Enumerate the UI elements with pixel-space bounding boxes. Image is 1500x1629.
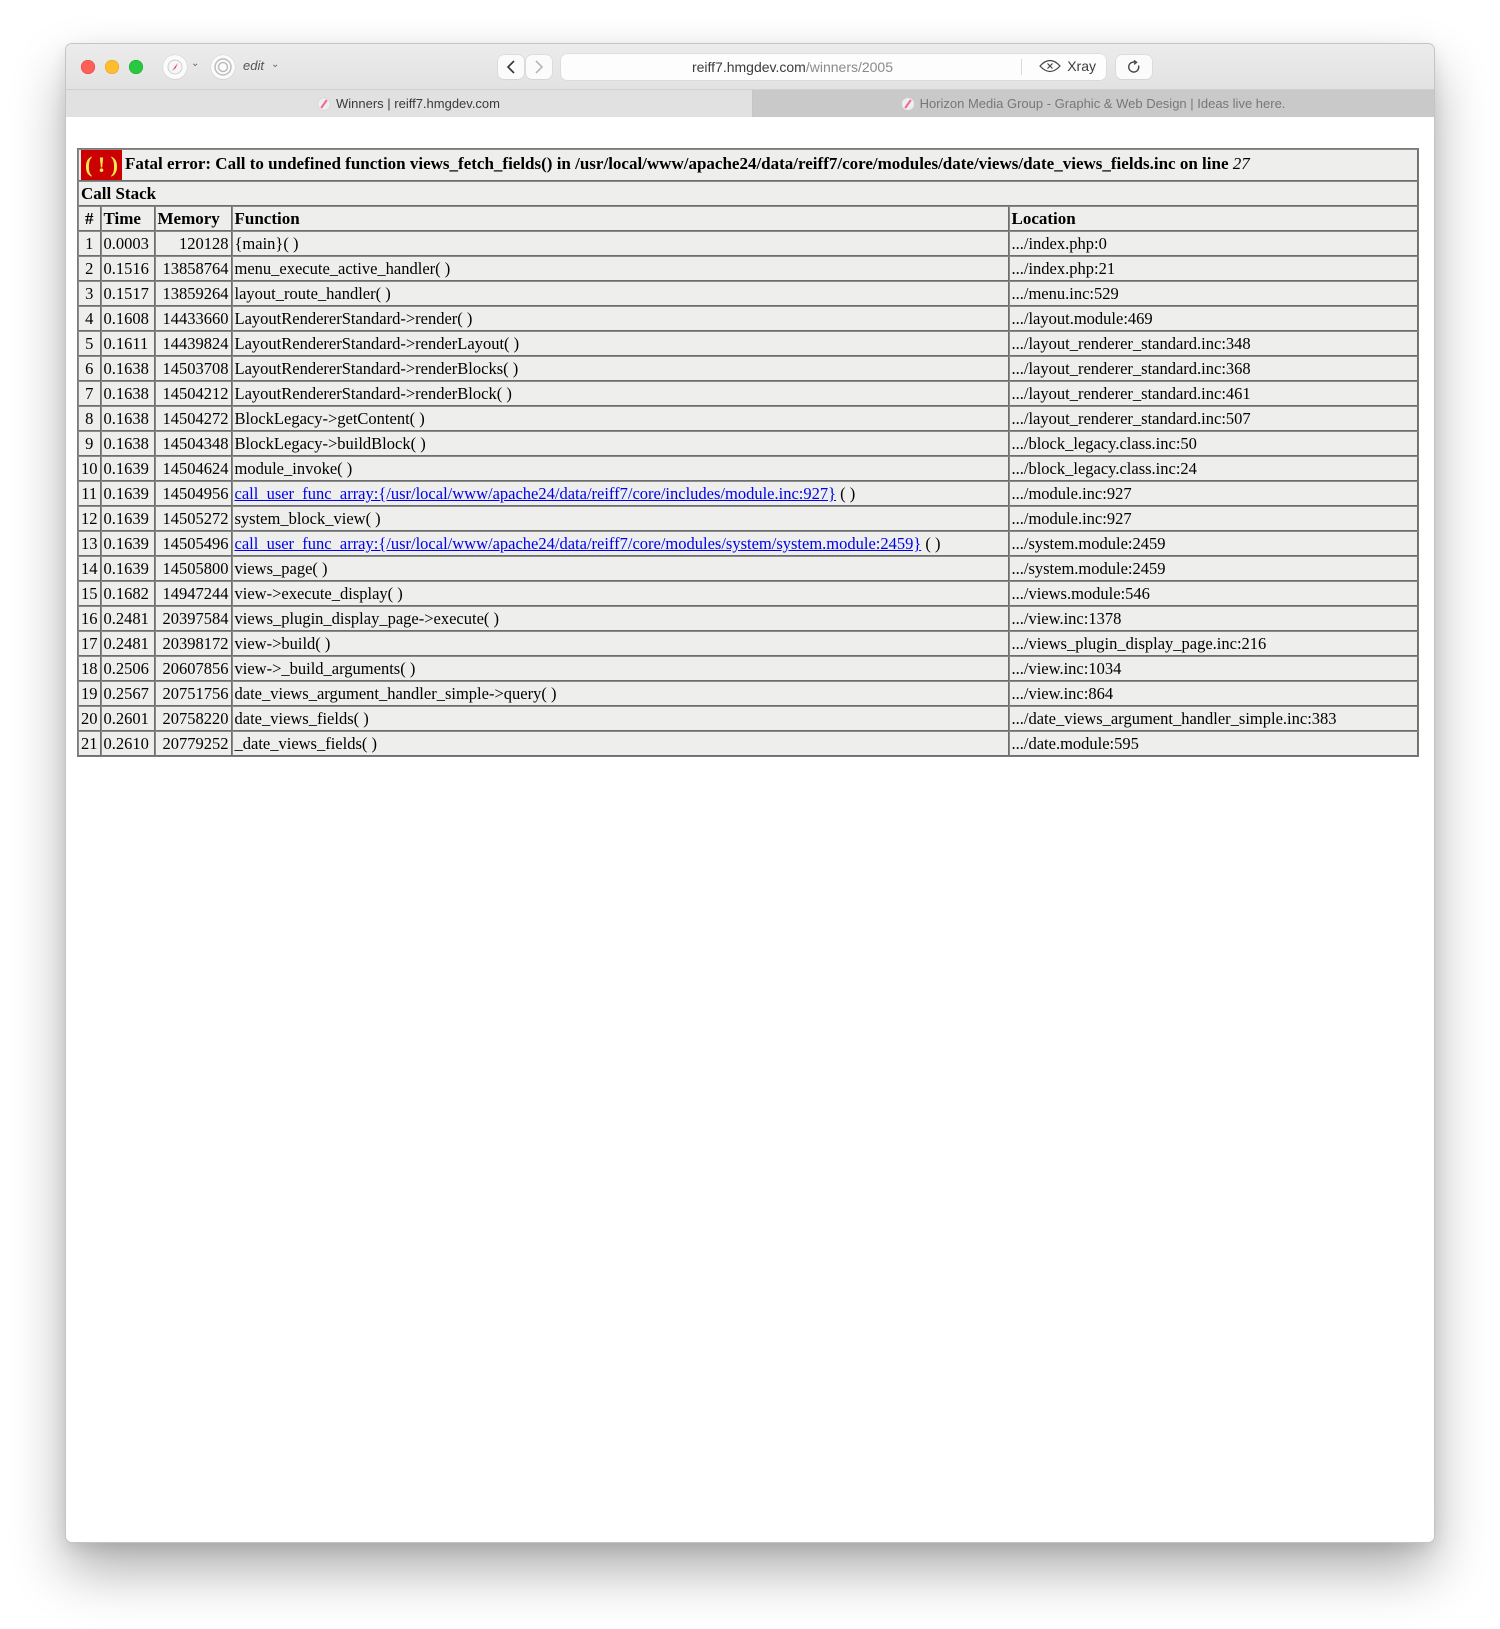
fatal-error-message: ( ! ) Fatal error: Call to undefined function views_fetch_fields() in /usr/local/www/apache24/data/reiff7/core/modules/date/views/date_views_fields.inc on line 27 xyxy=(78,149,1418,181)
call-stack-title-row xyxy=(78,181,1418,206)
table-row xyxy=(78,506,1418,531)
cell-location: .../views_plugin_display_page.inc:216 xyxy=(1009,631,1419,656)
col-header-function: Function xyxy=(232,206,1009,231)
forward-button[interactable] xyxy=(526,55,552,79)
cell-function: LayoutRendererStandard->renderBlocks( ) xyxy=(232,356,1009,381)
cell-location: .../module.inc:927 xyxy=(1009,506,1419,531)
cell-function: menu_execute_active_handler( ) xyxy=(232,256,1009,281)
cell-memory: 14433660 xyxy=(155,306,232,331)
xray-button[interactable] xyxy=(1039,58,1096,74)
cell-num: 8 xyxy=(78,406,101,431)
table-row xyxy=(78,731,1418,756)
cell-time: 0.2481 xyxy=(101,606,155,631)
cell-time: 0.2610 xyxy=(101,731,155,756)
browser-toolbar xyxy=(66,44,1434,89)
cell-time: 0.1682 xyxy=(101,581,155,606)
cell-num: 6 xyxy=(78,356,101,381)
cell-memory: 14505800 xyxy=(155,556,232,581)
function-suffix: ( ) xyxy=(921,534,941,553)
cell-function: BlockLegacy->getContent( ) xyxy=(232,406,1009,431)
cell-time: 0.1639 xyxy=(101,556,155,581)
tab-winners[interactable] xyxy=(66,90,753,117)
chevron-down-icon[interactable]: ⌄ xyxy=(191,58,200,69)
cell-memory: 20751756 xyxy=(155,681,232,706)
address-bar[interactable] xyxy=(561,54,1106,80)
cell-memory: 20779252 xyxy=(155,731,232,756)
col-header-memory: Memory xyxy=(155,206,232,231)
cell-function: view->_build_arguments( ) xyxy=(232,656,1009,681)
reload-icon xyxy=(1127,60,1141,74)
cell-num: 10 xyxy=(78,456,101,481)
call-stack-header xyxy=(78,206,1418,231)
url-path: /winners/2005 xyxy=(805,59,894,75)
cell-function: system_block_view( ) xyxy=(232,506,1009,531)
cell-num: 18 xyxy=(78,656,101,681)
cell-function xyxy=(232,481,1009,506)
function-link[interactable]: call_user_func_array:{/usr/local/www/apache24/data/reiff7/core/modules/system/system.module:2459} xyxy=(234,534,922,553)
table-row xyxy=(78,381,1418,406)
table-row xyxy=(78,631,1418,656)
cell-time: 0.1517 xyxy=(101,281,155,306)
table-row xyxy=(78,356,1418,381)
error-icon: ( ! ) xyxy=(81,150,122,180)
cell-num: 21 xyxy=(78,731,101,756)
cell-function: date_views_argument_handler_simple->query( ) xyxy=(232,681,1009,706)
cell-num: 13 xyxy=(78,531,101,556)
cell-time: 0.1638 xyxy=(101,356,155,381)
cell-location: .../layout_renderer_standard.inc:368 xyxy=(1009,356,1419,381)
cell-location: .../date.module:595 xyxy=(1009,731,1419,756)
call-stack-title: Call Stack xyxy=(78,181,1418,206)
cell-memory: 14504212 xyxy=(155,381,232,406)
profile-menu[interactable]: edit xyxy=(243,58,264,73)
function-suffix: ( ) xyxy=(836,484,856,503)
cell-num: 3 xyxy=(78,281,101,306)
call-stack-rows xyxy=(78,231,1418,756)
cell-location: .../module.inc:927 xyxy=(1009,481,1419,506)
table-row xyxy=(78,306,1418,331)
cell-memory: 14504348 xyxy=(155,431,232,456)
cell-location: .../index.php:0 xyxy=(1009,231,1419,256)
cell-function: date_views_fields( ) xyxy=(232,706,1009,731)
chevron-down-icon[interactable]: ⌄ xyxy=(271,59,280,70)
cell-time: 0.1639 xyxy=(101,481,155,506)
cell-num: 11 xyxy=(78,481,101,506)
compass-icon[interactable] xyxy=(163,55,187,79)
table-row xyxy=(78,431,1418,456)
table-row xyxy=(78,281,1418,306)
fatal-error-row xyxy=(78,149,1418,181)
cell-memory: 20397584 xyxy=(155,606,232,631)
browser-window xyxy=(66,44,1434,1542)
col-header-num: # xyxy=(78,206,101,231)
cell-memory: 20398172 xyxy=(155,631,232,656)
cell-memory: 14947244 xyxy=(155,581,232,606)
cell-time: 0.1639 xyxy=(101,506,155,531)
table-row xyxy=(78,606,1418,631)
back-button[interactable] xyxy=(498,55,524,79)
cell-num: 12 xyxy=(78,506,101,531)
table-row xyxy=(78,456,1418,481)
cell-location: .../layout_renderer_standard.inc:507 xyxy=(1009,406,1419,431)
cell-function: views_page( ) xyxy=(232,556,1009,581)
tab-horizon-media[interactable] xyxy=(753,90,1434,117)
cell-location: .../date_views_argument_handler_simple.inc:383 xyxy=(1009,706,1419,731)
table-row xyxy=(78,231,1418,256)
table-row xyxy=(78,681,1418,706)
cell-memory: 13859264 xyxy=(155,281,232,306)
cell-function: {main}( ) xyxy=(232,231,1009,256)
table-row xyxy=(78,656,1418,681)
cell-num: 9 xyxy=(78,431,101,456)
reload-button[interactable] xyxy=(1116,55,1152,79)
cell-memory: 14505496 xyxy=(155,531,232,556)
cell-num: 7 xyxy=(78,381,101,406)
table-row xyxy=(78,706,1418,731)
cell-num: 14 xyxy=(78,556,101,581)
cell-memory: 120128 xyxy=(155,231,232,256)
cell-function: layout_route_handler( ) xyxy=(232,281,1009,306)
cell-location: .../views.module:546 xyxy=(1009,581,1419,606)
cell-location: .../block_legacy.class.inc:24 xyxy=(1009,456,1419,481)
url-host: reiff7.hmgdev.com xyxy=(691,59,806,75)
close-window-button[interactable] xyxy=(81,60,95,74)
cell-time: 0.1638 xyxy=(101,381,155,406)
cell-location: .../view.inc:864 xyxy=(1009,681,1419,706)
cell-num: 20 xyxy=(78,706,101,731)
cell-num: 5 xyxy=(78,331,101,356)
cell-num: 19 xyxy=(78,681,101,706)
cell-location: .../system.module:2459 xyxy=(1009,556,1419,581)
cell-memory: 14504624 xyxy=(155,456,232,481)
cell-time: 0.1516 xyxy=(101,256,155,281)
cell-time: 0.0003 xyxy=(101,231,155,256)
cell-memory: 14503708 xyxy=(155,356,232,381)
cell-memory: 14504956 xyxy=(155,481,232,506)
col-header-location: Location xyxy=(1009,206,1419,231)
minimize-window-button[interactable] xyxy=(105,60,119,74)
cell-location: .../menu.inc:529 xyxy=(1009,281,1419,306)
tab-bar xyxy=(66,89,1434,117)
cell-num: 1 xyxy=(78,231,101,256)
cell-memory: 13858764 xyxy=(155,256,232,281)
cell-num: 16 xyxy=(78,606,101,631)
cell-time: 0.1639 xyxy=(101,456,155,481)
table-row xyxy=(78,531,1418,556)
cell-function: BlockLegacy->buildBlock( ) xyxy=(232,431,1009,456)
tab-title: Winners | reiff7.hmgdev.com xyxy=(335,96,500,111)
cell-location: .../system.module:2459 xyxy=(1009,531,1419,556)
cell-memory: 14439824 xyxy=(155,331,232,356)
compass-favicon-icon xyxy=(318,98,330,110)
table-row xyxy=(78,331,1418,356)
cell-location: .../view.inc:1378 xyxy=(1009,606,1419,631)
cell-time: 0.1638 xyxy=(101,406,155,431)
cell-time: 0.2481 xyxy=(101,631,155,656)
cell-memory: 20758220 xyxy=(155,706,232,731)
eye-x-icon xyxy=(1039,59,1061,73)
function-link[interactable]: call_user_func_array:{/usr/local/www/apache24/data/reiff7/core/includes/module.inc:927} xyxy=(234,484,837,503)
chevron-left-icon xyxy=(506,60,516,74)
cell-location: .../index.php:21 xyxy=(1009,256,1419,281)
cell-num: 4 xyxy=(78,306,101,331)
cell-num: 15 xyxy=(78,581,101,606)
cell-time: 0.1611 xyxy=(101,331,155,356)
cell-memory: 14504272 xyxy=(155,406,232,431)
cell-time: 0.2506 xyxy=(101,656,155,681)
cell-memory: 14505272 xyxy=(155,506,232,531)
col-header-time: Time xyxy=(101,206,155,231)
error-line-number: 27 xyxy=(1232,153,1250,173)
cell-function: _date_views_fields( ) xyxy=(232,731,1009,756)
cell-memory: 20607856 xyxy=(155,656,232,681)
cell-num: 2 xyxy=(78,256,101,281)
table-row xyxy=(78,406,1418,431)
cell-time: 0.1639 xyxy=(101,531,155,556)
cell-location: .../block_legacy.class.inc:50 xyxy=(1009,431,1419,456)
cell-function: LayoutRendererStandard->renderBlock( ) xyxy=(232,381,1009,406)
cell-time: 0.1608 xyxy=(101,306,155,331)
chevron-right-icon xyxy=(534,60,544,74)
fullscreen-window-button[interactable] xyxy=(129,60,143,74)
tab-title: Horizon Media Group - Graphic & Web Design | Ideas live here. xyxy=(919,96,1286,111)
cell-location: .../layout_renderer_standard.inc:461 xyxy=(1009,381,1419,406)
table-row xyxy=(78,556,1418,581)
cell-time: 0.2567 xyxy=(101,681,155,706)
cell-location: .../view.inc:1034 xyxy=(1009,656,1419,681)
cell-time: 0.1638 xyxy=(101,431,155,456)
target-icon[interactable] xyxy=(211,55,235,79)
xdebug-error-table xyxy=(77,148,1419,757)
page-content xyxy=(66,117,1434,1542)
table-row xyxy=(78,256,1418,281)
cell-function: module_invoke( ) xyxy=(232,456,1009,481)
cell-time: 0.2601 xyxy=(101,706,155,731)
cell-function: LayoutRendererStandard->render( ) xyxy=(232,306,1009,331)
cell-function: LayoutRendererStandard->renderLayout( ) xyxy=(232,331,1009,356)
divider xyxy=(1021,59,1022,75)
compass-favicon-icon xyxy=(902,98,914,110)
cell-location: .../layout_renderer_standard.inc:348 xyxy=(1009,331,1419,356)
xray-label: Xray xyxy=(1067,58,1096,74)
url-text[interactable] xyxy=(561,59,1024,75)
cell-function: view->build( ) xyxy=(232,631,1009,656)
cell-function xyxy=(232,531,1009,556)
cell-function: views_plugin_display_page->execute( ) xyxy=(232,606,1009,631)
cell-location: .../layout.module:469 xyxy=(1009,306,1419,331)
table-row xyxy=(78,581,1418,606)
table-row xyxy=(78,481,1418,506)
cell-function: view->execute_display( ) xyxy=(232,581,1009,606)
cell-num: 17 xyxy=(78,631,101,656)
